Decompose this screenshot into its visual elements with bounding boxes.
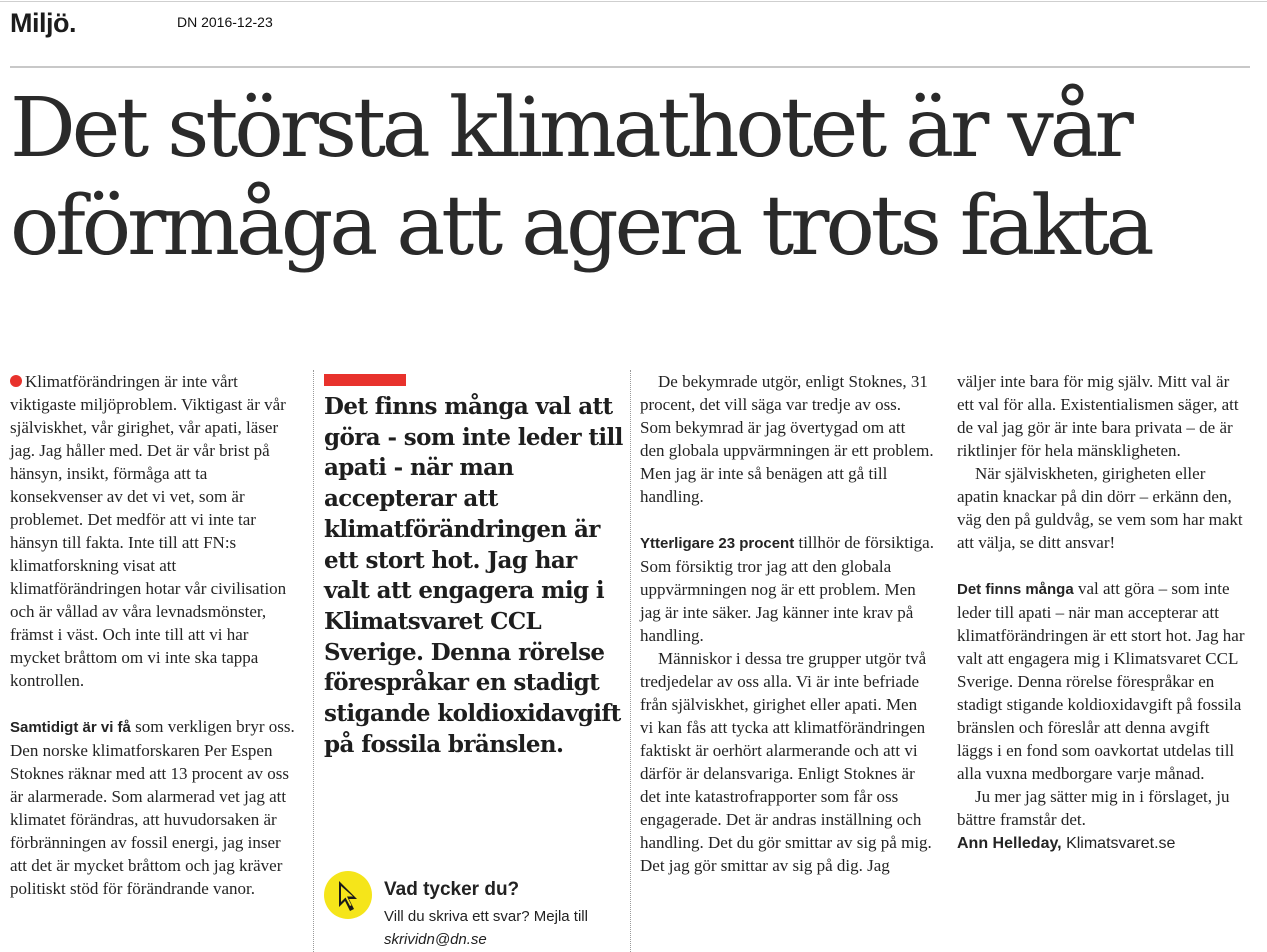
column-divider: [630, 370, 631, 952]
publication-date: DN 2016-12-23: [177, 14, 273, 30]
paragraph: Det finns många val att göra – som inte leder till apati – när man accepterar att klimatförändringen är ett stort hot. Jag har valt att engagera mig i Klimatsvaret CCL Sverige. Denna rörelse förespråkar en stadigt stigande koldioxidavgift på fossila bränslen och föreslår att denna avgift läggs i en fond som oavkortat utdelas till alla vuxna medborgare varje månad.: [957, 579, 1245, 783]
red-dot-icon: [10, 375, 22, 387]
article-column-4: [957, 370, 1249, 855]
paragraph: Klimatförändringen är inte vårt viktigaste miljöproblem. Viktigast är vår själviskhet, vår girighet, vår apati, läser jag. Jag håller med. Det är vår brist på hänsyn, insikt, förmåga att ta konsekvenser av det vi vet, som är problemet. Det medför att vi inte tar hänsyn till fakta. Inte till att FN:s klimatforskning visat att klimatförändringen hotar vår civilisation och är vållad av våra levnadsmönster, främst i väst. Och inte till att vi har mycket bråttom om vi inte ska tappa kontrollen.: [10, 372, 287, 690]
column-divider: [313, 370, 314, 952]
paragraph-lead: Ytterligare 23 procent: [640, 535, 795, 552]
article-column-3: [640, 370, 934, 877]
section-tag: Miljö.: [10, 8, 76, 38]
cursor-icon: [324, 871, 372, 919]
paragraph: Samtidigt är vi få som verkligen bryr oss. Den norske klimatforskaren Per Espen Stoknes räknar med att 13 procent av oss är alarmerade. Som alarmerad vet jag att klimatet förändras, att huvudorsaken är förbränningen av fossil energi, jag inser att det är mycket bråttom och jag kräver politiskt stöd för förändrande vanor.: [10, 717, 295, 898]
paragraph: De bekymrade utgör, enligt Stoknes, 31 procent, det vill säga var tredje av oss. Som bekymrad är jag övertygad om att den globala uppvärmningen är ett problem. Men jag är inte så benägen att gå till handling.: [640, 372, 934, 506]
paragraph: väljer inte bara för mig själv. Mitt val är ett val för alla. Existentialismen säger, att de val jag gör är inte bara privata – de är riktlinjer för hela mänskligheten.: [957, 372, 1239, 460]
email-link[interactable]: skrividn@dn.se: [384, 931, 487, 948]
headline: [10, 80, 1260, 276]
paragraph: Människor i dessa tre grupper utgör två tredjedelar av oss alla. Vi är inte befriade från själviskhet, girighet eller apati. Men vi kan fås att tycka att klimatförändringen faktiskt är oerhört alarmerande och att vi därför är delansvariga. Enligt Stoknes är det inte katastrofrapporter som får oss engagerade. Det är andras inställning och handling. Det du gör smittar av sig på mig. Det jag gör smittar av sig på dig. Jag: [640, 649, 932, 875]
headline-line-1: Det största klimathotet är vår: [10, 81, 1130, 176]
cta-text: Vill du skriva ett svar? Mejla till skrividn@dn.se: [384, 908, 588, 948]
headline-line-2: oförmåga att agera trots fakta: [10, 179, 1151, 274]
paragraph-lead: Det finns många: [957, 581, 1074, 598]
header-divider: [10, 66, 1250, 68]
article-column-1: [10, 370, 300, 900]
author-organization: Klimatsvaret.se: [1061, 835, 1176, 852]
cta-title: Vad tycker du?: [384, 879, 520, 900]
pullquote-accent-bar: [324, 374, 406, 386]
paragraph: Ytterligare 23 procent tillhör de försiktiga. Som försiktig tror jag att den globala uppvärmningen nog är ett problem. Men jag är inte säker. Jag känner inte krav på handling.: [640, 533, 934, 645]
author-name: Ann Helleday,: [957, 835, 1062, 852]
top-border: [0, 1, 1267, 2]
cta-badge[interactable]: [324, 871, 372, 919]
pullquote: Det finns många val att göra - som inte leder till apati - när man accepterar att klimatförändringen är ett stort hot. Jag har valt att engagera mig i Klimatsvaret CCL Sverige. Denna rörelse förespråkar en stadigt stigande koldioxidavgift på fossila bränslen.: [324, 393, 623, 758]
paragraph-lead: Samtidigt är vi få: [10, 719, 131, 736]
signature: [957, 831, 1249, 855]
paragraph: När själviskheten, girigheten eller apatin knackar på din dörr – erkänn den, väg den på guldvåg, se vem som har makt att välja, se ditt ansvar!: [957, 464, 1243, 552]
paragraph: Ju mer jag sätter mig in i förslaget, ju bättre framstår det.: [957, 787, 1230, 829]
